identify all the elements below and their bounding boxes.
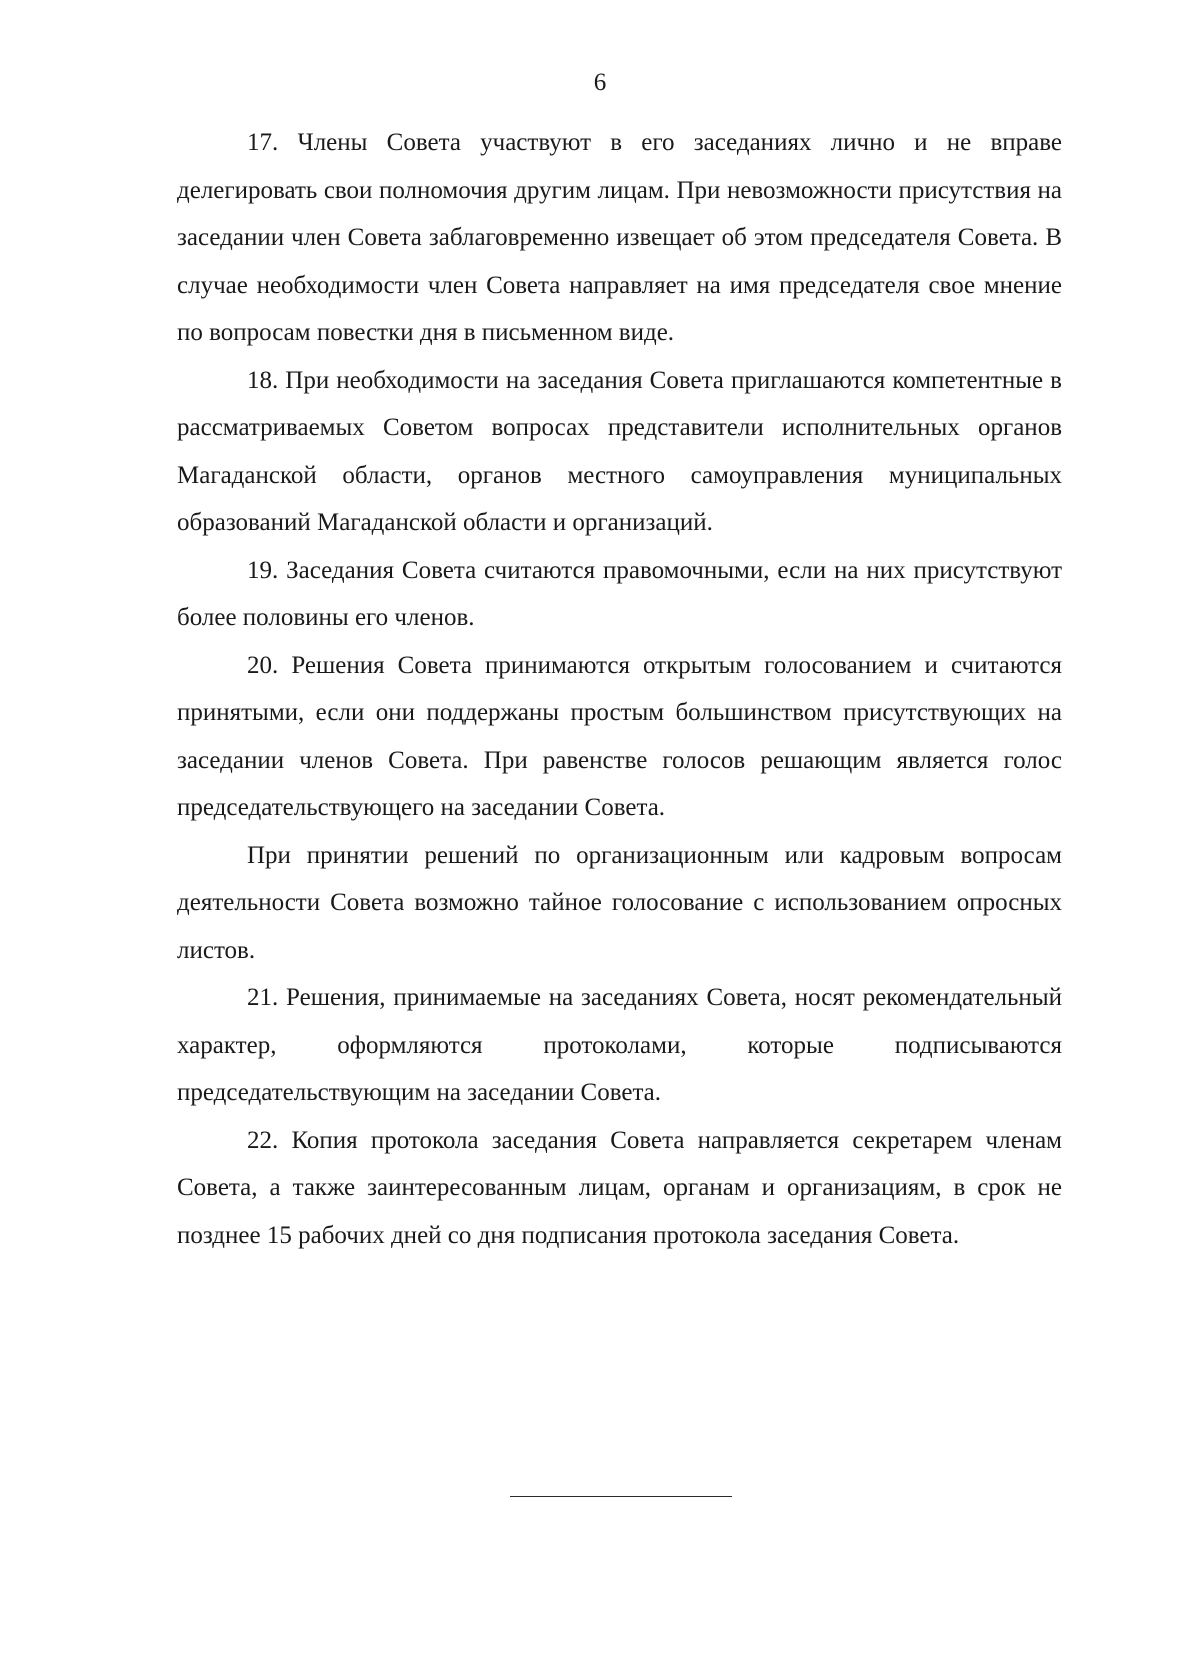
paragraph-21: 21. Решения, принимаемые на заседаниях Совета, носят рекомендательный характер, оформляются протоколами, которые подписываются председательствующим на заседании Совета. [177,984,1062,1106]
paragraph-19: 19. Заседания Совета считаются правомочными, если на них присутствуют более половины его членов. [177,556,1062,631]
document-body [177,119,1062,1259]
paragraph-20-secret-vote: При принятии решений по организационным или кадровым вопросам деятельности Совета возможно тайное голосование с использованием опросных листов. [177,841,1062,964]
paragraph-18: 18. При необходимости на заседания Совета приглашаются компетентные в рассматриваемых Советом вопросах представители исполнительных органов Магаданской области, органов местного самоуправления муниципальных образований Магаданской области и организаций. [177,366,1062,536]
paragraph-17: 17. Члены Совета участвуют в его заседаниях лично и не вправе делегировать свои полномочия другим лицам. При невозможности присутствия на заседании член Совета заблаговременно извещает об этом председателя Совета. В случае необходимости член Совета направляет на имя председателя свое мнение по вопросам повестки дня в письменном виде. [177,129,1062,346]
paragraph-22: 22. Копия протокола заседания Совета направляется секретарем членам Совета, а также заинтересованным лицам, органам и организациям, в срок не позднее 15 рабочих дней со дня подписания протокола заседания Совета. [177,1126,1062,1249]
paragraph-20: 20. Решения Совета принимаются открытым голосованием и считаются принятыми, если они поддержаны простым большинством присутствующих на заседании членов Совета. При равенстве голосов решающим является голос председательствующего на заседании Совета. [177,651,1062,821]
page-number: 6 [593,69,607,96]
closing-divider-line [510,1496,732,1497]
